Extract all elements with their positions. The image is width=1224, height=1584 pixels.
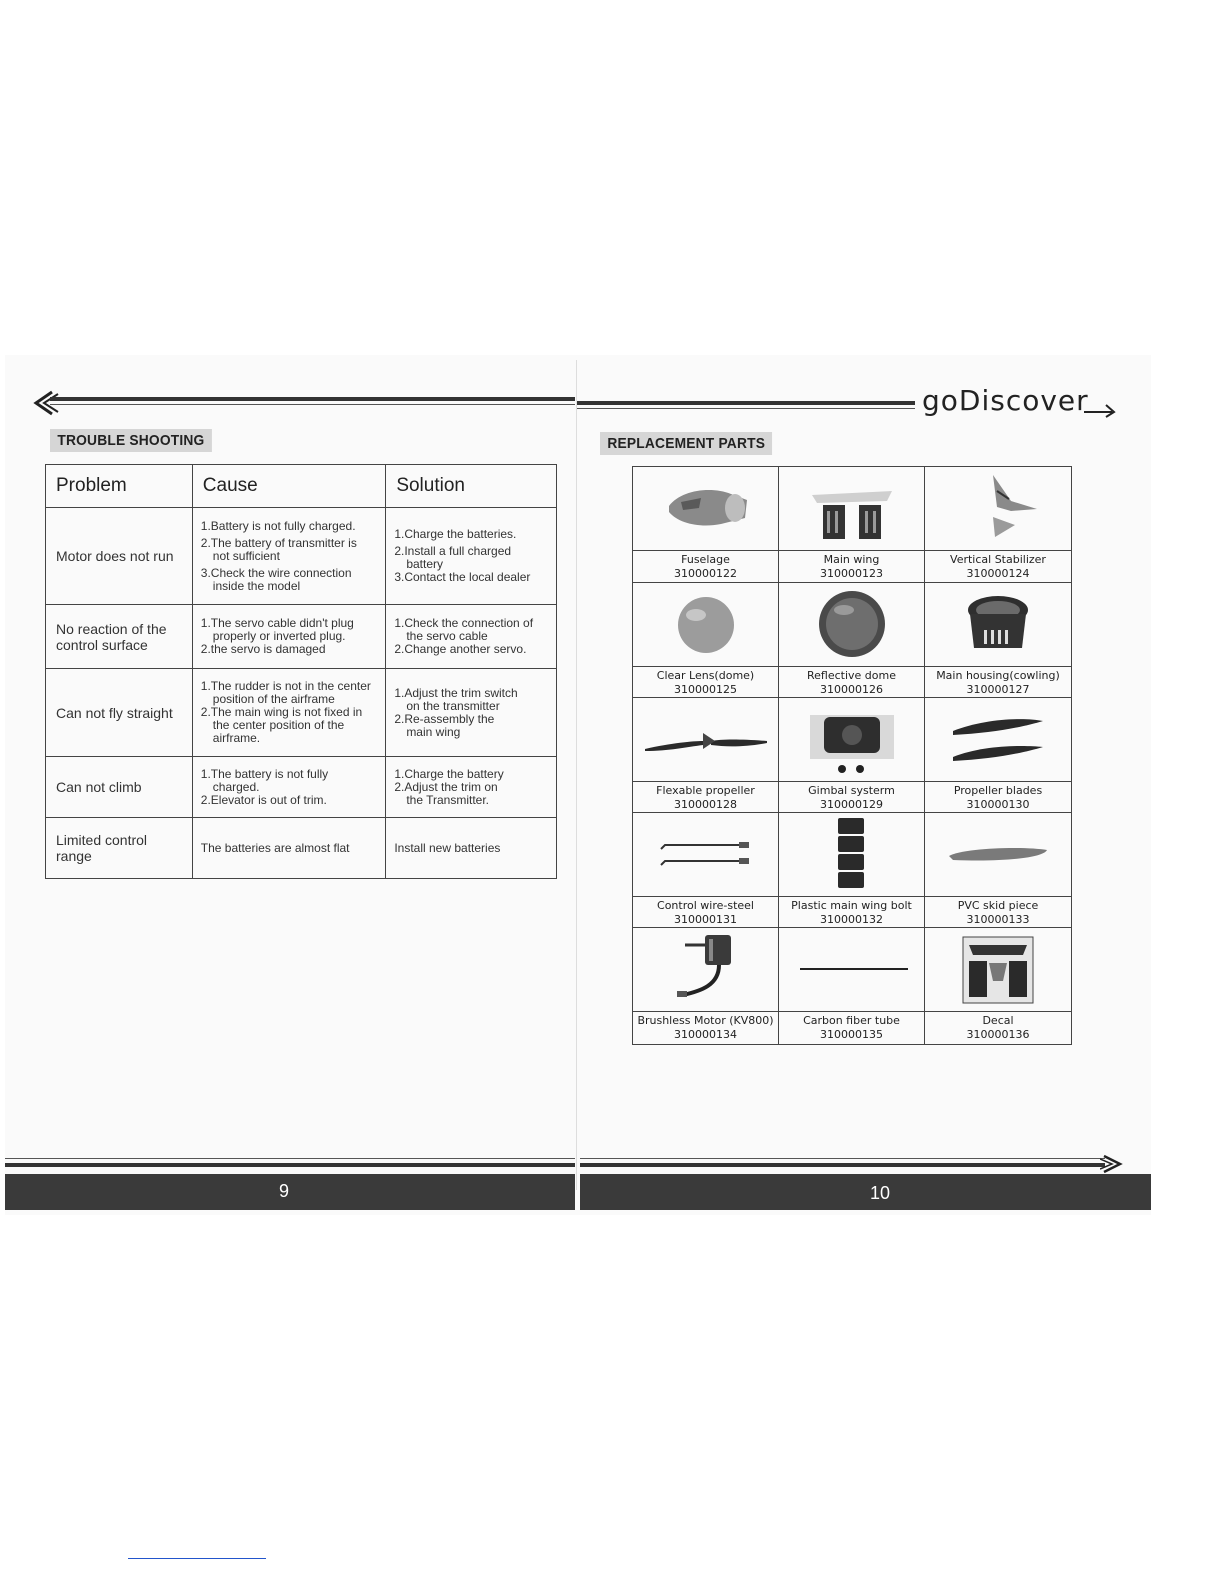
- solution-cell: [386, 605, 557, 669]
- cause-cell: [192, 669, 386, 757]
- part-code: 310000133: [966, 913, 1030, 926]
- page-number-left: 9: [279, 1181, 290, 1201]
- replacement-parts-grid: [632, 466, 1072, 1045]
- solution-line: 1.Charge the battery: [394, 766, 504, 781]
- cause-line: 2.The main wing is not fixed in: [200, 705, 363, 719]
- fuselage-icon: [661, 478, 751, 538]
- part-code: 310000127: [966, 683, 1030, 696]
- cause-line: the center position of the: [212, 718, 345, 732]
- part-name: Plastic main wing bolt: [791, 899, 912, 912]
- footer-rule-right-thin: [580, 1158, 1105, 1159]
- part-name: Decal: [982, 1014, 1014, 1027]
- solution-line: 2.Adjust the trim on: [394, 779, 498, 794]
- cause-line: 1.The servo cable didn't plug: [200, 616, 354, 630]
- carbon-tube-icon: [792, 959, 912, 979]
- part-code: 310000124: [966, 567, 1030, 580]
- part-cell: [633, 583, 779, 698]
- cause-line: inside the model: [212, 578, 301, 593]
- propeller-blades-icon: [943, 709, 1053, 769]
- stray-link-line: [128, 1558, 266, 1559]
- control-wire-icon: [651, 829, 761, 879]
- cause-line: not sufficient: [212, 548, 280, 563]
- part-code: 310000134: [674, 1028, 737, 1041]
- part-cell: [633, 813, 779, 928]
- cause-cell: [192, 605, 386, 669]
- header-rule-left-thin: [50, 404, 575, 405]
- solution-line: on the transmitter: [406, 698, 500, 713]
- part-code: 310000129: [820, 798, 883, 811]
- part-cell: [633, 698, 779, 813]
- footer-rule-right: [580, 1163, 1105, 1167]
- part-code: 310000136: [966, 1028, 1030, 1041]
- part-name: Main wing: [823, 553, 880, 566]
- part-name: Reflective dome: [807, 669, 896, 682]
- solution-line: battery: [406, 557, 443, 571]
- table-row: [46, 757, 557, 818]
- part-cell: [779, 928, 925, 1044]
- part-code: 310000131: [674, 913, 737, 926]
- cause-line: airframe.: [212, 731, 261, 745]
- table-row: [46, 508, 557, 605]
- header-rule-right-thin: [577, 408, 915, 409]
- part-cell: [779, 698, 925, 813]
- footer-bar-left: [5, 1174, 575, 1210]
- footer-bar-right: [580, 1174, 1151, 1210]
- problem-cell: No reaction of the control surface: [46, 605, 193, 669]
- solution-line: 1.Check the connection of: [394, 616, 534, 630]
- cause-line: properly or inverted plug.: [212, 629, 346, 643]
- solution-cell: [386, 669, 557, 757]
- cause-line: 2.Elevator is out of trim.: [200, 792, 327, 807]
- table-row: [46, 669, 557, 757]
- problem-cell: Can not fly straight: [46, 669, 193, 757]
- gimbal-icon: [802, 701, 902, 777]
- cause-cell: [192, 508, 386, 605]
- header-problem: Problem: [46, 465, 193, 508]
- part-cell: [779, 467, 925, 583]
- trouble-shooting-table: [45, 464, 557, 879]
- part-cell: [925, 467, 1071, 583]
- part-name: Fuselage: [681, 553, 730, 566]
- table-header-row: [46, 465, 557, 508]
- reflective-dome-icon: [812, 586, 892, 662]
- part-cell: [633, 467, 779, 583]
- part-code: 310000128: [674, 798, 737, 811]
- skid-piece-icon: [943, 834, 1053, 874]
- footer-rule-left: [5, 1163, 575, 1167]
- solution-line: 2.Change another servo.: [394, 642, 527, 656]
- part-code: 310000126: [820, 683, 883, 696]
- header-solution: Solution: [386, 465, 557, 508]
- page-number-right: 10: [870, 1183, 891, 1203]
- forward-arrow-icon: [1100, 1154, 1126, 1174]
- cause-line: position of the airframe: [212, 692, 335, 706]
- cause-line: 2.The battery of transmitter is: [200, 535, 357, 550]
- solution-line: the servo cable: [406, 629, 488, 643]
- part-name: Brushless Motor (KV800): [637, 1014, 774, 1027]
- cause-line: 3.Check the wire connection: [200, 565, 352, 580]
- part-name: Vertical Stabilizer: [950, 553, 1046, 566]
- solution-line: 1.Adjust the trim switch: [394, 685, 518, 700]
- part-code: 310000130: [966, 798, 1030, 811]
- solution-line: Install new batteries: [394, 840, 501, 855]
- cause-line: 1.Battery is not fully charged.: [200, 518, 356, 533]
- part-code: 310000132: [820, 913, 883, 926]
- cause-line: charged.: [212, 779, 260, 794]
- back-arrow-icon: [30, 388, 60, 418]
- solution-line: 1.Charge the batteries.: [394, 527, 517, 541]
- solution-line: 2.Re-assembly the: [394, 711, 495, 726]
- solution-cell: [386, 818, 557, 879]
- wing-bolt-icon: [822, 814, 882, 894]
- part-code: 310000123: [820, 567, 883, 580]
- header-rule-right: [577, 401, 915, 405]
- part-name: Control wire-steel: [657, 899, 754, 912]
- cause-line: 1.The battery is not fully: [200, 766, 329, 781]
- cowling-icon: [958, 586, 1038, 662]
- problem-cell: Can not climb: [46, 757, 193, 818]
- page-fold: [576, 360, 577, 1190]
- cause-cell: [192, 757, 386, 818]
- part-name: Gimbal systerm: [808, 784, 895, 797]
- part-code: 310000135: [820, 1028, 883, 1041]
- part-code: 310000122: [674, 567, 737, 580]
- solution-cell: [386, 508, 557, 605]
- footer-rule-left-thin: [5, 1158, 575, 1159]
- part-cell: [779, 583, 925, 698]
- problem-cell: Limited control range: [46, 818, 193, 879]
- part-cell: [925, 698, 1071, 813]
- solution-cell: [386, 757, 557, 818]
- solution-line: 2.Install a full charged: [394, 544, 512, 558]
- part-name: Carbon fiber tube: [803, 1014, 900, 1027]
- solution-line: main wing: [406, 724, 461, 739]
- part-cell: [925, 813, 1071, 928]
- part-cell: [925, 583, 1071, 698]
- brand-arrow-icon: [1084, 400, 1118, 418]
- vertical-stabilizer-icon: [953, 471, 1043, 545]
- part-name: Main housing(cowling): [936, 669, 1060, 682]
- table-row: [46, 818, 557, 879]
- main-wing-icon: [807, 473, 897, 543]
- part-name: Propeller blades: [953, 784, 1043, 797]
- header-cause: Cause: [192, 465, 386, 508]
- part-cell: [633, 928, 779, 1044]
- decal-icon: [953, 931, 1043, 1007]
- solution-line: 3.Contact the local dealer: [394, 570, 531, 584]
- part-name: PVC skid piece: [957, 899, 1039, 912]
- flexible-propeller-icon: [641, 709, 771, 769]
- header-rule-left: [50, 397, 575, 401]
- part-name: Flexable propeller: [656, 784, 755, 797]
- solution-line: the Transmitter.: [406, 792, 490, 807]
- brushless-motor-icon: [661, 929, 751, 1009]
- cause-line: 1.The rudder is not in the center: [200, 679, 371, 693]
- table-row: [46, 605, 557, 669]
- clear-dome-icon: [666, 589, 746, 659]
- replacement-parts-title: REPLACEMENT PARTS: [600, 432, 772, 455]
- brand-logo: goDiscover: [922, 384, 1089, 417]
- part-name: Clear Lens(dome): [656, 669, 755, 682]
- part-cell: [779, 813, 925, 928]
- part-code: 310000125: [674, 683, 737, 696]
- problem-cell: Motor does not run: [46, 508, 193, 605]
- cause-cell: [192, 818, 386, 879]
- cause-line: The batteries are almost flat: [200, 840, 350, 855]
- trouble-shooting-title: TROUBLE SHOOTING: [50, 429, 212, 452]
- cause-line: 2.the servo is damaged: [200, 642, 326, 656]
- part-cell: [925, 928, 1071, 1044]
